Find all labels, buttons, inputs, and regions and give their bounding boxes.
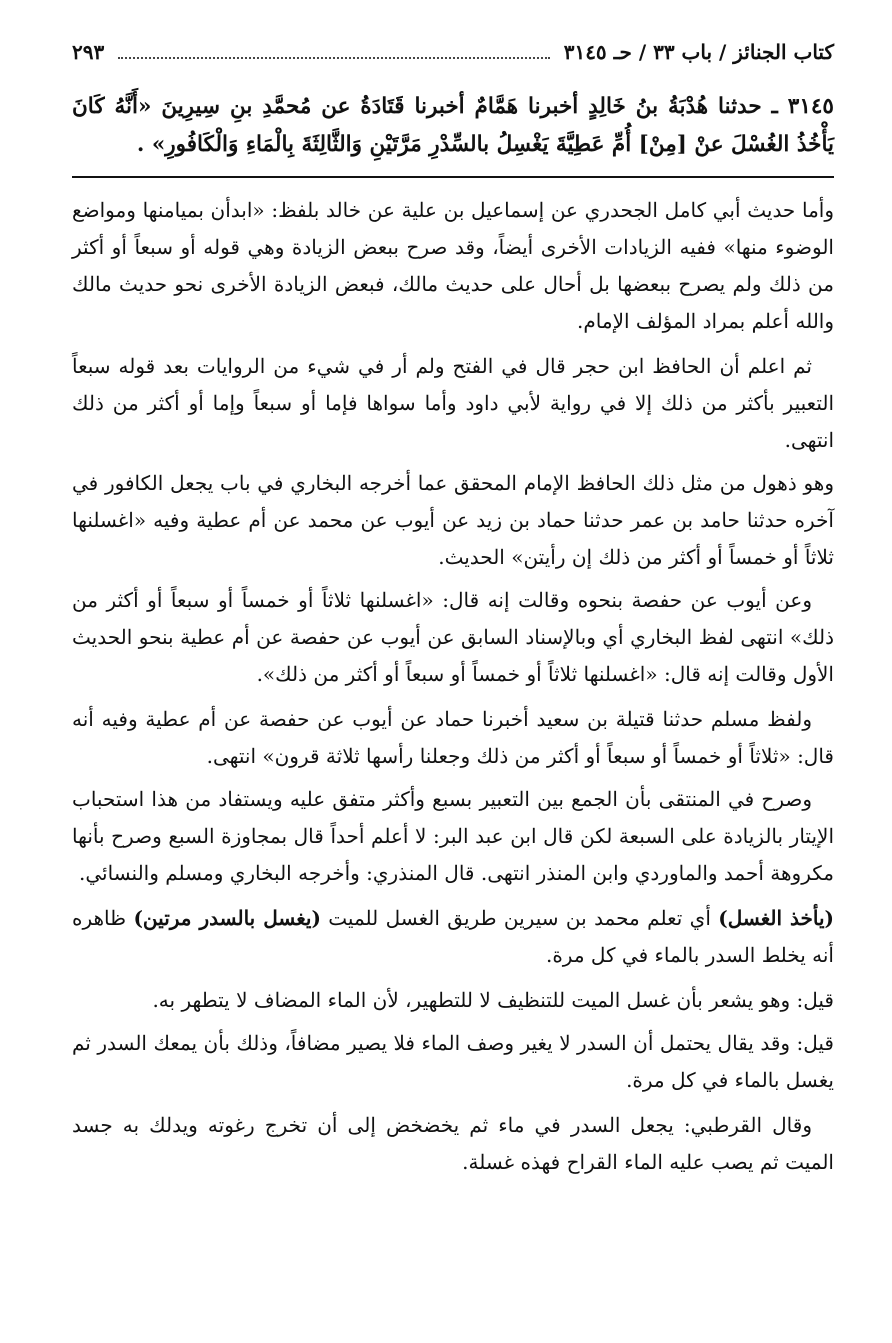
qurtubi-paragraph xyxy=(72,1107,834,1181)
bold-term: (يأخذ الغسل) xyxy=(718,906,834,930)
paragraph-text: ثم اعلم أن الحافظ ابن حجر قال في الفتح ولم أر في شيء من الروايات بعد قوله سبعاً التعبير بأكثر من ذلك إلا في رواية لأبي داود وأما سواها فإما أو سبعاً وإما أو أكثر من ذلك انتهى. xyxy=(72,354,834,452)
paragraph-text: وأما حديث أبي كامل الجحدري عن إسماعيل بن علية عن خالد بلفظ: «ابدأن بميامنها ومواضع الوضوء منها» ففيه الزيادات الأخرى أيضاً، وقد صرح ببعض الزيادة وهي قوله أو سبعاً أو أكثر من ذلك ولم يصرح ببعضها بل أحال على حديث مالك، فبعض الزيادة الأخرى نحو حديث مالك والله أعلم بمراد المؤلف الإمام. xyxy=(72,198,834,333)
paragraph-text: وهو ذهول من مثل ذلك الحافظ الإمام المحقق عما أخرجه البخاري في باب يجعل الكافور في آخره حدثنا حامد بن عمر حدثنا حماد بن زيد عن أيوب عن محمد عن أم عطية وفيه «اغسلنها ثلاثاً أو خمساً أو أكثر من ذلك إن رأيتن» الحديث. xyxy=(72,471,834,569)
commentary-paragraph xyxy=(72,701,834,775)
hadith-text xyxy=(72,88,834,164)
paragraph-text: ولفظ مسلم حدثنا قتيلة بن سعيد أخبرنا حماد عن أيوب عن حفصة عن أم عطية وفيه أنه قال: «ثلاثاً أو خمساً أو سبعاً أو أكثر من ذلك وجعلنا رأسها ثلاثة قرون» انتهى. xyxy=(72,707,834,768)
qil-paragraph xyxy=(72,982,834,1019)
commentary-paragraph xyxy=(72,348,834,459)
paragraph-text: قيل: وهو يشعر بأن غسل الميت للتنظيف لا للتطهير، لأن الماء المضاف لا يتطهر به. xyxy=(152,988,834,1012)
explanation-text: أي تعلم محمد بن سيرين طريق الغسل للميت xyxy=(320,906,719,930)
running-header xyxy=(72,40,834,74)
commentary-explanation xyxy=(72,900,834,974)
commentary-paragraph xyxy=(72,465,834,576)
dotted-leader xyxy=(118,57,549,59)
bold-term: (يغسل بالسدر مرتين) xyxy=(133,906,321,930)
commentary-paragraph xyxy=(72,192,834,340)
commentary-paragraph xyxy=(72,582,834,693)
commentary-paragraph xyxy=(72,781,834,892)
paragraph-text: وصرح في المنتقى بأن الجمع بين التعبير بسبع وأكثر متفق عليه ويستفاد من هذا استحباب الإيتار بالزيادة على السبعة لكن قال ابن عبد البر: لا أعلم أحداً قال بمجاوزة السبع وصرح بأنها مكروهة أحمد والماوردي وابن المنذر انتهى. قال المنذري: وأخرجه البخاري ومسلم والنسائي. xyxy=(72,787,834,885)
hadith-body: ـ حدثنا هُدْبَةُ بنُ خَالِدٍ أخبرنا هَمَّامٌ أخبرنا قَتَادَةُ عن مُحمَّدِ بنِ سِيرِينَ «أَنَّهُ كَانَ يَأْخُذُ الغُسْلَ عنْ [مِنْ] أُمِّ عَطِيَّةَ يَغْسِلُ بالسِّدْرِ مَرَّتَيْنِ وَالثَّالِثَةَ بِالْمَاءِ وَالْكَافُورِ» . xyxy=(72,94,834,157)
separator-line xyxy=(72,176,834,178)
paragraph-text: وعن أيوب عن حفصة بنحوه وقالت إنه قال: «اغسلنها ثلاثاً أو خمساً أو سبعاً أو أكثر من ذلك» انتهى لفظ البخاري أي وبالإسناد السابق عن أيوب عن حفصة عن أم عطية بنحو الحديث الأول وقالت إنه قال: «اغسلنها ثلاثاً أو خمساً أو سبعاً أو أكثر من ذلك». xyxy=(72,588,834,686)
chapter-title: كتاب الجنائز / باب ٣٣ / حـ ٣١٤٥ xyxy=(563,40,834,64)
qil-paragraph xyxy=(72,1025,834,1099)
paragraph-text: قيل: وقد يقال يحتمل أن السدر لا يغير وصف الماء فلا يصير مضافاً، وذلك بأن يمعك السدر ثم يغسل بالماء في كل مرة. xyxy=(72,1031,834,1092)
hadith-number: ٣١٤٥ xyxy=(787,94,834,119)
paragraph-text: وقال القرطبي: يجعل السدر في ماء ثم يخضخض إلى أن تخرج رغوته ويدلك به جسد الميت ثم يصب عليه الماء القراح فهذه غسلة. xyxy=(72,1113,834,1174)
explanation-text: ظاهره أنه يخلط السدر بالماء في كل مرة. xyxy=(72,906,834,967)
page-number: ٢٩٣ xyxy=(72,40,105,64)
